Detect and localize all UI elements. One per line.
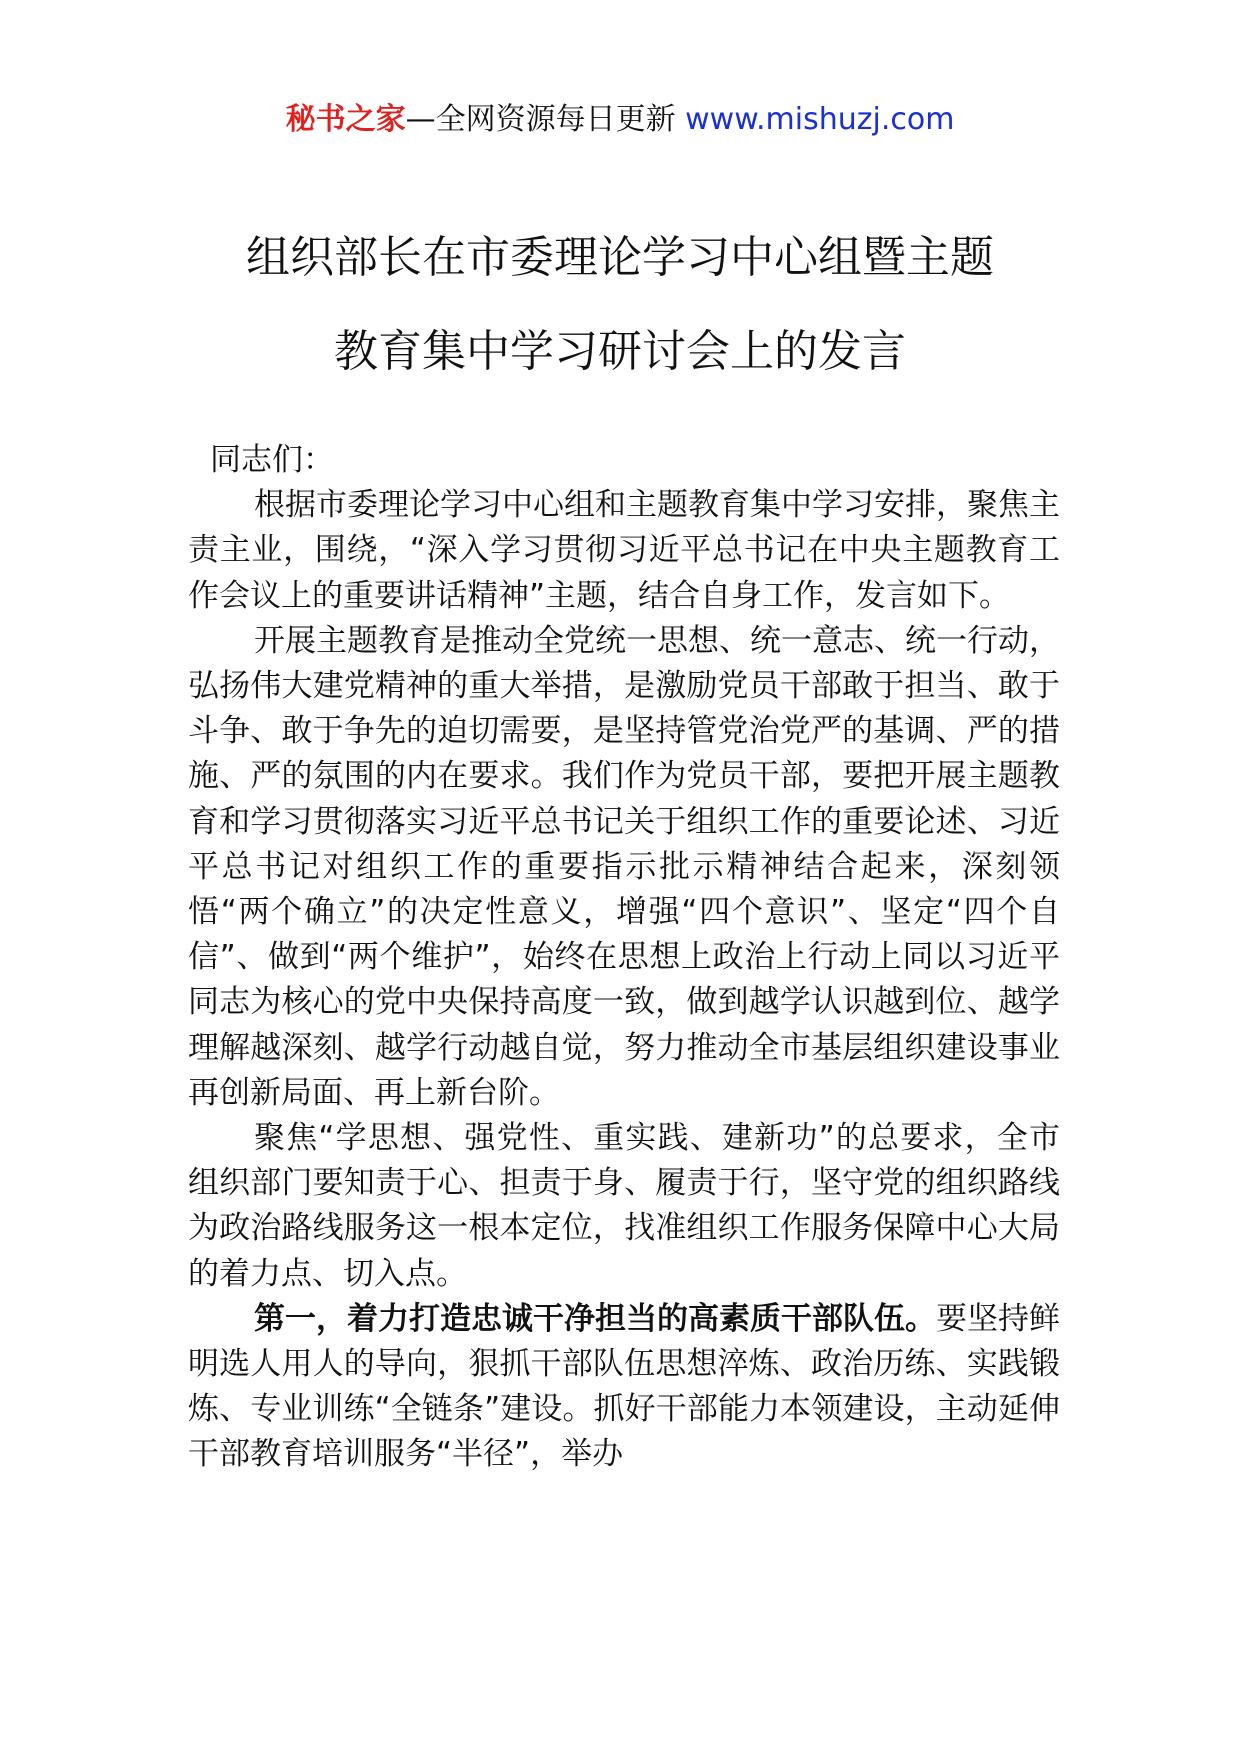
tagline: —全网资源每日更新	[405, 102, 686, 137]
paragraph-significance: 开展主题教育是推动全党统一思想、统一意志、统一行动，弘扬伟大建党精神的重大举措，是激励党员干部敢于担当、敢于斗争、敢于争先的迫切需要，是坚持管党治党严的基调、严的措施、严的氛围的内在要求。我们作为党员干部，要把开展主题教育和学习贯彻落实习近平总书记关于组织工作的重要论述、习近平总书记对组织工作的重要指示批示精神结合起来，深刻领悟“两个确立”的决定性意义，增强“四个意识”、坚定“四个自信”、做到“两个维护”，始终在思想上政治上行动上同以习近平同志为核心的党中央保持高度一致，做到越学认识越到位、越学理解越深刻、越学行动越自觉，努力推动全市基层组织建设事业再创新局面、再上新台阶。	[188, 622, 1060, 1111]
salutation: 同志们：	[210, 442, 334, 478]
paragraph-intro: 根据市委理论学习中心组和主题教育集中学习安排，聚焦主责主业，围绕，“深入学习贯彻习近平总书记在中央主题教育工作会议上的重要讲话精神”主题，结合自身工作，发言如下。	[188, 487, 1060, 614]
point-one-heading: 第一，着力打造忠诚干净担当的高素质干部队伍。	[254, 1300, 936, 1337]
point-one-text: 要坚持鲜明选人用人的导向，狠抓干部队伍思想淬炼、政治历练、实践锻炼、专业训练“全链条”建设。抓好干部能力本领建设，主动延伸干部教育培训服务“半径”，举办	[188, 1300, 1060, 1473]
site-watermark-header	[0, 100, 1240, 140]
document-body	[188, 438, 1060, 1478]
paragraph-requirements: 聚焦“学思想、强党性、重实践、建新功”的总要求，全市组织部门要知责于心、担责于身、履责于行，坚守党的组织路线为政治路线服务这一根本定位，找准组织工作服务保障中心大局的着力点、切入点。	[188, 1120, 1060, 1292]
document-title-line-2: 教育集中学习研讨会上的发言	[334, 326, 906, 377]
document-title-line-1: 组织部长在市委理论学习中心组暨主题	[246, 232, 994, 283]
site-url-link[interactable]: www.mishuzj.com	[685, 102, 955, 137]
brand-name: 秘书之家	[285, 102, 406, 137]
paragraph-point-one	[188, 1297, 1060, 1478]
